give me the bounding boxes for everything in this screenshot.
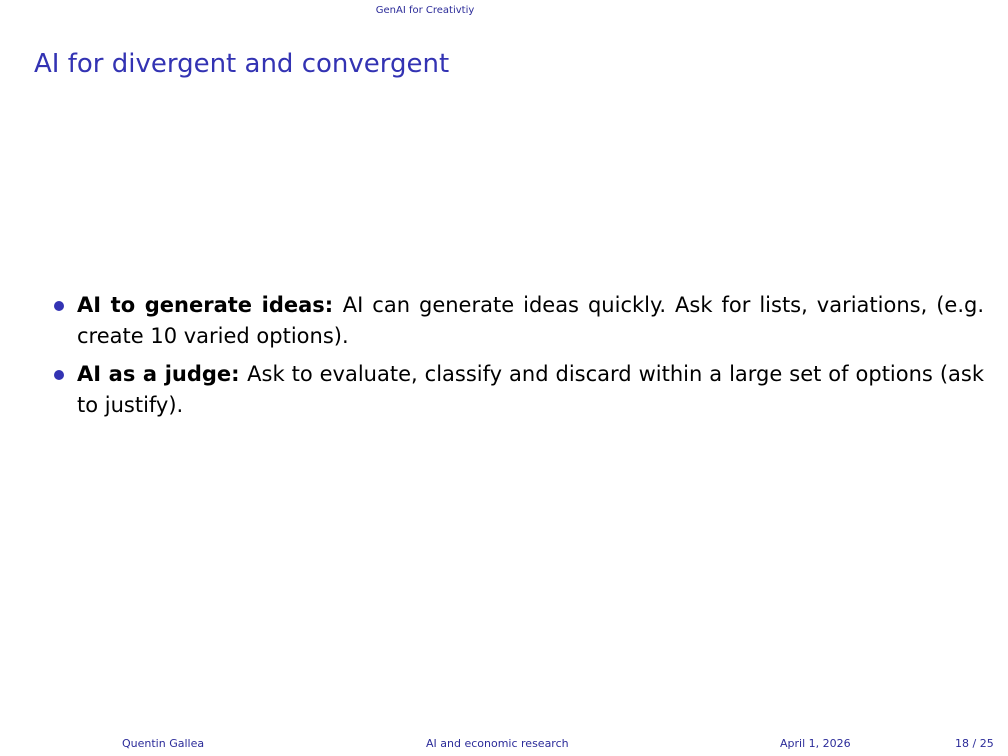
list-item [52, 359, 984, 421]
bullet-icon [54, 370, 64, 380]
footer-page-number: 18 / 25 [955, 737, 994, 750]
footer-author: Quentin Gallea [122, 737, 205, 750]
header-section-title: GenAI for Creativtiy [375, 5, 475, 16]
footer-talk-title: AI and economic research [426, 737, 569, 750]
list-item [52, 290, 984, 352]
item-text: AI can generate ideas quickly. Ask for lists, variations, (e.g. create 10 varied options). [77, 293, 985, 348]
bullet-list [52, 290, 984, 428]
item-heading: AI to generate ideas: [77, 293, 343, 317]
footer [0, 737, 1008, 753]
item-heading: AI as a judge: [77, 362, 248, 386]
bullet-icon [54, 301, 64, 311]
frame-title: AI for divergent and convergent [34, 49, 450, 79]
item-text: Ask to evaluate, classify and discard within a large set of options (ask to justify). [77, 362, 984, 417]
footer-date: April 1, 2026 [780, 737, 851, 750]
